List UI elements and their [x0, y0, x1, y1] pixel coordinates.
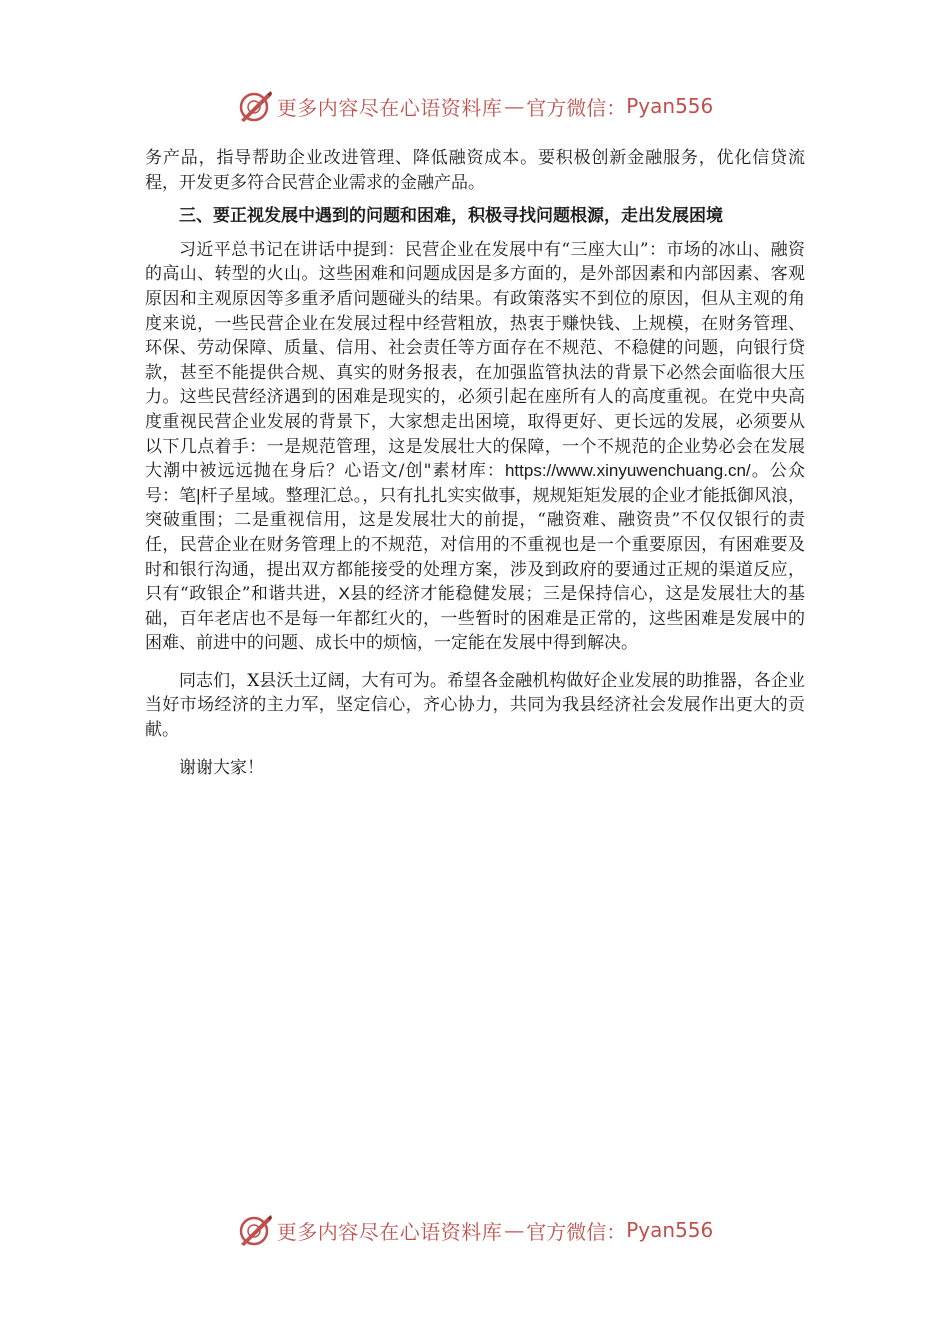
footer-banner-title: 更多内容尽在心语资料库 — [276, 1219, 503, 1244]
section-heading-3: 三、要正视发展中遇到的问题和困难，积极寻找问题根源，走出发展困境 — [179, 206, 723, 227]
footer-wechat-label: 官方微信： — [526, 1219, 627, 1244]
document-body — [145, 146, 805, 780]
banner-wechat-id: Pyan556 — [626, 94, 714, 118]
banner-wechat-label: 官方微信： — [526, 95, 627, 120]
paragraph-thanks: 谢谢大家！ — [179, 757, 264, 778]
banner-title: 更多内容尽在心语资料库 — [276, 95, 503, 120]
footer-banner-dash: — — [504, 1218, 525, 1242]
pen-logo-icon — [237, 1212, 273, 1248]
footer-banner — [0, 1210, 950, 1250]
pen-logo-icon — [237, 88, 273, 124]
watermark-url-text: https://www.xinyuwenchuang.cn/。公众号：笔|杆子星域。整理汇总。 — [145, 461, 806, 505]
paragraph-continued: 务产品，指导帮助企业改进管理、降低融资成本。要积极创新金融服务，优化信贷流程，开发更多符合民营企业需求的金融产品。 — [145, 148, 805, 193]
banner-dash: — — [504, 94, 525, 118]
header-banner — [0, 86, 950, 126]
footer-wechat-id: Pyan556 — [626, 1218, 714, 1242]
county-x-label: X — [338, 584, 350, 604]
paragraph-problems — [145, 238, 805, 656]
paragraph-closing: 同志们，X县沃土辽阔，大有可为。希望各金融机构做好企业发展的助推器，各企业当好市场经济的主力军，坚定信心，齐心协力，共同为我县经济社会发展作出更大的贡献。 — [145, 670, 805, 741]
paragraph-problems-text-1: 习近平总书记在讲话中提到：民营企业在发展中有“三座大山”：市场的冰山、融资的高山、转型的火山。这些困难和问题成因是多方面的，是外部因素和内部因素、客观原因和主观原因等多重矛盾问题碰头的结果。有政策落实不到位的原因，但从主观的角度来说，一些民营企业在发展过程中经营粗放，热衷于赚快钱、上规模，在财务管理、环保、劳动保障、质量、信用、社会责任等方面存在不规范、不稳健的问题，向银行贷款，甚至不能提供合规、真实的财务报表，在加强监管执法的背景下必然会面临很大压力。这些民营经济遇到的困难是现实的，必须引起在座所有人的高度重视。在党中央高度重视民营企业发展的背景下，大家想走出困境，取得更好、更长远的发展，必须要从以下几点着手：一是规范管理，这是发展壮大的保障，一个不规范的企业势必会在发展大潮中被远远抛在身后？心语文/创"素材库： — [145, 239, 805, 482]
paragraph-problems-text-2: ，只有扎扎实实做事，规规矩矩发展的企业才能抵御风浪，突破重围；二是重视信用，这是发展壮大的前提，“融资难、融资贵”不仅仅银行的责任，民营企业在财务管理上的不规范，对信用的不重视也是一个重要原因，有困难要及时和银行沟通，提出双方都能接受的处理方案，涉及到政府的要通过正规的渠道反应，只有“政银企”和谐共进， — [145, 485, 806, 605]
paragraph-problems-text-3: 县的经济才能稳健发展；三是保持信心，这是发展壮大的基础，百年老店也不是每一年都红火的，一些暂时的困难是正常的，这些困难是发展中的困难、前进中的问题、成长中的烦恼，一定能在发展中得到解决。 — [145, 584, 805, 654]
